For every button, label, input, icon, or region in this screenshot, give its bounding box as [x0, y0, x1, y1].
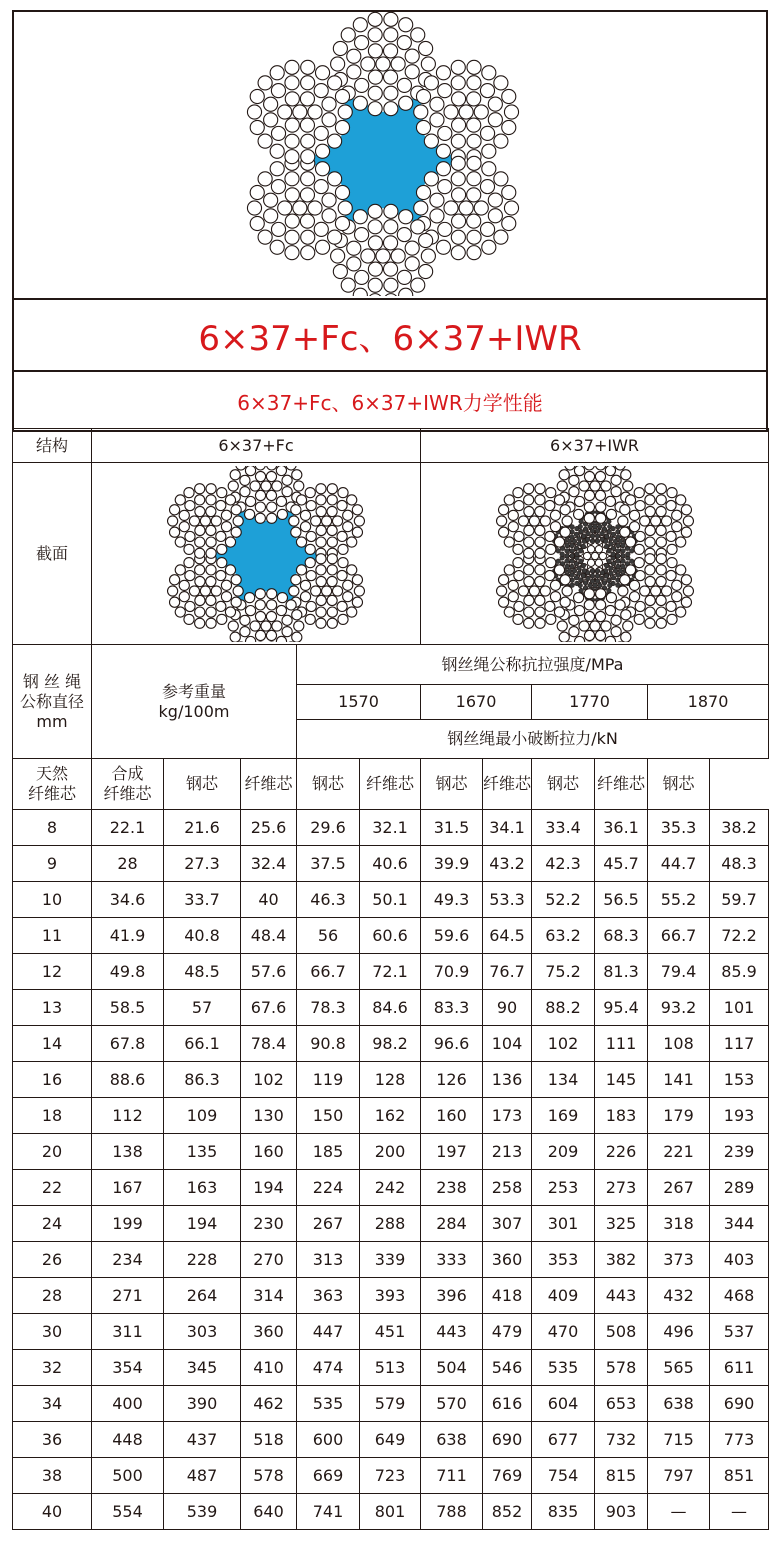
value-cell: 169: [532, 1098, 595, 1134]
value-cell: 42.3: [532, 846, 595, 882]
value-cell: 86.3: [164, 1062, 241, 1098]
value-cell: 852: [483, 1494, 532, 1530]
value-cell: 126: [421, 1062, 483, 1098]
value-cell: 303: [164, 1314, 241, 1350]
value-cell: 711: [421, 1458, 483, 1494]
value-cell: 84.6: [360, 990, 421, 1026]
value-cell: 72.2: [710, 918, 769, 954]
value-cell: 579: [360, 1386, 421, 1422]
value-cell: 141: [648, 1062, 710, 1098]
value-cell: 432: [648, 1278, 710, 1314]
value-cell: 409: [532, 1278, 595, 1314]
value-cell: 53.3: [483, 882, 532, 918]
table-row: [13, 1350, 769, 1386]
value-cell: —: [710, 1494, 769, 1530]
value-cell: 59.6: [421, 918, 483, 954]
table-row: [13, 918, 769, 954]
value-cell: 669: [297, 1458, 360, 1494]
value-cell: 611: [710, 1350, 769, 1386]
value-cell: 83.3: [421, 990, 483, 1026]
value-cell: 102: [241, 1062, 297, 1098]
value-cell: 37.5: [297, 846, 360, 882]
value-cell: 50.1: [360, 882, 421, 918]
value-cell: 63.2: [532, 918, 595, 954]
value-cell: 36.1: [595, 810, 648, 846]
value-cell: 22.1: [92, 810, 164, 846]
value-cell: 479: [483, 1314, 532, 1350]
value-cell: 167: [92, 1170, 164, 1206]
value-cell: 57.6: [241, 954, 297, 990]
table-row: [13, 846, 769, 882]
value-cell: 360: [241, 1314, 297, 1350]
strength-header: 钢丝绳公称抗拉强度/MPa: [297, 645, 769, 685]
value-cell: 403: [710, 1242, 769, 1278]
value-cell: 518: [241, 1422, 297, 1458]
value-cell: 194: [241, 1170, 297, 1206]
value-cell: 715: [648, 1422, 710, 1458]
value-cell: 339: [360, 1242, 421, 1278]
table-row: [13, 1134, 769, 1170]
value-cell: 537: [710, 1314, 769, 1350]
value-cell: 193: [710, 1098, 769, 1134]
value-cell: 470: [532, 1314, 595, 1350]
value-cell: 344: [710, 1206, 769, 1242]
grade-1670: 1670: [421, 685, 532, 720]
diameter-cell: 14: [13, 1026, 92, 1062]
value-cell: 353: [532, 1242, 595, 1278]
value-cell: 79.4: [648, 954, 710, 990]
value-cell: 851: [710, 1458, 769, 1494]
value-cell: 78.4: [241, 1026, 297, 1062]
value-cell: 40.8: [164, 918, 241, 954]
table-row: [13, 1098, 769, 1134]
value-cell: 138: [92, 1134, 164, 1170]
hero-panel: [14, 12, 766, 300]
value-cell: 732: [595, 1422, 648, 1458]
value-cell: 345: [164, 1350, 241, 1386]
value-cell: 903: [595, 1494, 648, 1530]
value-cell: 32.1: [360, 810, 421, 846]
value-cell: 88.2: [532, 990, 595, 1026]
value-cell: 690: [483, 1422, 532, 1458]
value-cell: 31.5: [421, 810, 483, 846]
table-row: [13, 990, 769, 1026]
value-cell: 313: [297, 1242, 360, 1278]
value-cell: 242: [360, 1170, 421, 1206]
value-cell: 638: [421, 1422, 483, 1458]
value-cell: 34.6: [92, 882, 164, 918]
value-cell: 93.2: [648, 990, 710, 1026]
value-cell: 32.4: [241, 846, 297, 882]
value-cell: 565: [648, 1350, 710, 1386]
value-cell: 373: [648, 1242, 710, 1278]
value-cell: 64.5: [483, 918, 532, 954]
value-cell: 109: [164, 1098, 241, 1134]
value-cell: 221: [648, 1134, 710, 1170]
value-cell: 288: [360, 1206, 421, 1242]
value-cell: 56: [297, 918, 360, 954]
value-cell: 135: [164, 1134, 241, 1170]
table-row: [13, 1206, 769, 1242]
value-cell: 46.3: [297, 882, 360, 918]
table-row: [13, 882, 769, 918]
value-cell: 66.1: [164, 1026, 241, 1062]
table-row: [13, 1062, 769, 1098]
value-cell: 41.9: [92, 918, 164, 954]
value-cell: 301: [532, 1206, 595, 1242]
value-cell: 448: [92, 1422, 164, 1458]
value-cell: 289: [710, 1170, 769, 1206]
grade-1570: 1570: [297, 685, 421, 720]
value-cell: 163: [164, 1170, 241, 1206]
value-cell: 230: [241, 1206, 297, 1242]
value-cell: 578: [595, 1350, 648, 1386]
table-row: [13, 1242, 769, 1278]
value-cell: 200: [360, 1134, 421, 1170]
value-cell: 504: [421, 1350, 483, 1386]
value-cell: 418: [483, 1278, 532, 1314]
value-cell: 270: [241, 1242, 297, 1278]
value-cell: 57: [164, 990, 241, 1026]
value-cell: 209: [532, 1134, 595, 1170]
value-cell: 443: [595, 1278, 648, 1314]
value-cell: 311: [92, 1314, 164, 1350]
grade-1870: 1870: [648, 685, 769, 720]
value-cell: 400: [92, 1386, 164, 1422]
value-cell: 55.2: [648, 882, 710, 918]
value-cell: 443: [421, 1314, 483, 1350]
value-cell: 447: [297, 1314, 360, 1350]
spec-table: [12, 428, 769, 1530]
structure-iwr: 6×37+IWR: [421, 429, 769, 463]
diameter-cell: 8: [13, 810, 92, 846]
value-cell: 354: [92, 1350, 164, 1386]
value-cell: 67.6: [241, 990, 297, 1026]
value-cell: 264: [164, 1278, 241, 1314]
diameter-cell: 11: [13, 918, 92, 954]
value-cell: 70.9: [421, 954, 483, 990]
value-cell: 496: [648, 1314, 710, 1350]
value-cell: 44.7: [648, 846, 710, 882]
diameter-cell: 36: [13, 1422, 92, 1458]
value-cell: 25.6: [241, 810, 297, 846]
value-cell: 616: [483, 1386, 532, 1422]
value-cell: 474: [297, 1350, 360, 1386]
table-row: [13, 1278, 769, 1314]
value-cell: 539: [164, 1494, 241, 1530]
value-cell: 38.2: [710, 810, 769, 846]
grade-1770: 1770: [532, 685, 648, 720]
value-cell: 741: [297, 1494, 360, 1530]
fiber-core-header: 纤维芯: [241, 759, 297, 810]
table-row: [13, 1026, 769, 1062]
section-fc-cell: [92, 463, 421, 645]
table-row: [13, 1494, 769, 1530]
value-cell: 271: [92, 1278, 164, 1314]
diameter-cell: 40: [13, 1494, 92, 1530]
value-cell: 39.9: [421, 846, 483, 882]
value-cell: 723: [360, 1458, 421, 1494]
value-cell: 487: [164, 1458, 241, 1494]
value-cell: 108: [648, 1026, 710, 1062]
value-cell: 513: [360, 1350, 421, 1386]
value-cell: 136: [483, 1062, 532, 1098]
diameter-cell: 26: [13, 1242, 92, 1278]
value-cell: 119: [297, 1062, 360, 1098]
value-cell: 640: [241, 1494, 297, 1530]
fiber-core-header: 纤维芯: [595, 759, 648, 810]
diameter-cell: 38: [13, 1458, 92, 1494]
value-cell: 56.5: [595, 882, 648, 918]
value-cell: 390: [164, 1386, 241, 1422]
value-cell: 48.3: [710, 846, 769, 882]
value-cell: 382: [595, 1242, 648, 1278]
value-cell: 67.8: [92, 1026, 164, 1062]
value-cell: 153: [710, 1062, 769, 1098]
value-cell: 462: [241, 1386, 297, 1422]
value-cell: 690: [710, 1386, 769, 1422]
fiber-core-header: 纤维芯: [360, 759, 421, 810]
section-iwr-cell: [421, 463, 769, 645]
value-cell: 179: [648, 1098, 710, 1134]
value-cell: 314: [241, 1278, 297, 1314]
value-cell: 58.5: [92, 990, 164, 1026]
value-cell: 49.8: [92, 954, 164, 990]
synthetic-fiber-header: 合成 纤维芯: [92, 759, 164, 810]
diameter-cell: 28: [13, 1278, 92, 1314]
value-cell: 128: [360, 1062, 421, 1098]
diameter-cell: 24: [13, 1206, 92, 1242]
value-cell: 130: [241, 1098, 297, 1134]
value-cell: 801: [360, 1494, 421, 1530]
value-cell: 160: [421, 1098, 483, 1134]
value-cell: 145: [595, 1062, 648, 1098]
diameter-cell: 20: [13, 1134, 92, 1170]
value-cell: 111: [595, 1026, 648, 1062]
header-frame: [12, 10, 768, 432]
value-cell: 60.6: [360, 918, 421, 954]
value-cell: 226: [595, 1134, 648, 1170]
structure-label: 结构: [13, 429, 92, 463]
value-cell: 72.1: [360, 954, 421, 990]
diameter-cell: 30: [13, 1314, 92, 1350]
diameter-cell: 12: [13, 954, 92, 990]
value-cell: 600: [297, 1422, 360, 1458]
value-cell: 173: [483, 1098, 532, 1134]
value-cell: 570: [421, 1386, 483, 1422]
diameter-cell: 32: [13, 1350, 92, 1386]
value-cell: 508: [595, 1314, 648, 1350]
value-cell: 90: [483, 990, 532, 1026]
value-cell: 66.7: [297, 954, 360, 990]
rope-diagram-fc-large: [247, 12, 518, 296]
value-cell: 535: [532, 1350, 595, 1386]
value-cell: 410: [241, 1350, 297, 1386]
value-cell: 500: [92, 1458, 164, 1494]
table-row: [13, 810, 769, 846]
value-cell: 75.2: [532, 954, 595, 990]
value-cell: 546: [483, 1350, 532, 1386]
value-cell: 49.3: [421, 882, 483, 918]
value-cell: 318: [648, 1206, 710, 1242]
value-cell: 653: [595, 1386, 648, 1422]
value-cell: 183: [595, 1098, 648, 1134]
value-cell: 267: [648, 1170, 710, 1206]
value-cell: 81.3: [595, 954, 648, 990]
table-row: [13, 1422, 769, 1458]
page-subtitle: 6×37+Fc、6×37+IWR力学性能: [237, 390, 543, 415]
value-cell: 66.7: [648, 918, 710, 954]
steel-core-header: 钢芯: [164, 759, 241, 810]
steel-core-header: 钢芯: [297, 759, 360, 810]
value-cell: 638: [648, 1386, 710, 1422]
value-cell: 649: [360, 1422, 421, 1458]
structure-fc: 6×37+Fc: [92, 429, 421, 463]
value-cell: 797: [648, 1458, 710, 1494]
value-cell: 437: [164, 1422, 241, 1458]
value-cell: 101: [710, 990, 769, 1026]
table-row: [13, 954, 769, 990]
value-cell: 160: [241, 1134, 297, 1170]
diameter-cell: 18: [13, 1098, 92, 1134]
value-cell: 258: [483, 1170, 532, 1206]
breaking-header: 钢丝绳最小破断拉力/kN: [297, 720, 769, 759]
value-cell: 451: [360, 1314, 421, 1350]
value-cell: 112: [92, 1098, 164, 1134]
value-cell: 33.7: [164, 882, 241, 918]
value-cell: 273: [595, 1170, 648, 1206]
value-cell: 393: [360, 1278, 421, 1314]
value-cell: 90.8: [297, 1026, 360, 1062]
value-cell: 85.9: [710, 954, 769, 990]
value-cell: 162: [360, 1098, 421, 1134]
steel-core-header: 钢芯: [421, 759, 483, 810]
value-cell: 253: [532, 1170, 595, 1206]
section-label: 截面: [13, 463, 92, 645]
value-cell: 835: [532, 1494, 595, 1530]
value-cell: 333: [421, 1242, 483, 1278]
rope-diagram-fc: [96, 466, 416, 642]
value-cell: 234: [92, 1242, 164, 1278]
rope-cross-section-large: [14, 12, 766, 296]
value-cell: 33.4: [532, 810, 595, 846]
value-cell: —: [648, 1494, 710, 1530]
value-cell: 96.6: [421, 1026, 483, 1062]
value-cell: 197: [421, 1134, 483, 1170]
value-cell: 307: [483, 1206, 532, 1242]
steel-core-header: 钢芯: [648, 759, 710, 810]
page-title: 6×37+Fc、6×37+IWR: [14, 300, 766, 372]
value-cell: 267: [297, 1206, 360, 1242]
value-cell: 554: [92, 1494, 164, 1530]
diameter-cell: 10: [13, 882, 92, 918]
value-cell: 815: [595, 1458, 648, 1494]
value-cell: 59.7: [710, 882, 769, 918]
value-cell: 677: [532, 1422, 595, 1458]
value-cell: 98.2: [360, 1026, 421, 1062]
weight-header: 参考重量 kg/100m: [92, 645, 297, 759]
value-cell: 95.4: [595, 990, 648, 1026]
diameter-cell: 22: [13, 1170, 92, 1206]
value-cell: 43.2: [483, 846, 532, 882]
table-row: [13, 1314, 769, 1350]
value-cell: 224: [297, 1170, 360, 1206]
diameter-cell: 34: [13, 1386, 92, 1422]
diameter-cell: 13: [13, 990, 92, 1026]
value-cell: 325: [595, 1206, 648, 1242]
value-cell: 40: [241, 882, 297, 918]
value-cell: 27.3: [164, 846, 241, 882]
value-cell: 34.1: [483, 810, 532, 846]
value-cell: 535: [297, 1386, 360, 1422]
rope-diagram-iwr: [425, 466, 765, 642]
value-cell: 788: [421, 1494, 483, 1530]
value-cell: 238: [421, 1170, 483, 1206]
natural-fiber-header: 天然 纤维芯: [13, 759, 92, 810]
value-cell: 104: [483, 1026, 532, 1062]
value-cell: 48.4: [241, 918, 297, 954]
value-cell: 40.6: [360, 846, 421, 882]
value-cell: 754: [532, 1458, 595, 1494]
table-row: [13, 1458, 769, 1494]
value-cell: 228: [164, 1242, 241, 1278]
value-cell: 117: [710, 1026, 769, 1062]
value-cell: 396: [421, 1278, 483, 1314]
value-cell: 29.6: [297, 810, 360, 846]
value-cell: 769: [483, 1458, 532, 1494]
value-cell: 578: [241, 1458, 297, 1494]
value-cell: 604: [532, 1386, 595, 1422]
value-cell: 284: [421, 1206, 483, 1242]
value-cell: 68.3: [595, 918, 648, 954]
value-cell: 199: [92, 1206, 164, 1242]
value-cell: 88.6: [92, 1062, 164, 1098]
diameter-cell: 16: [13, 1062, 92, 1098]
value-cell: 468: [710, 1278, 769, 1314]
value-cell: 35.3: [648, 810, 710, 846]
value-cell: 28: [92, 846, 164, 882]
value-cell: 48.5: [164, 954, 241, 990]
value-cell: 52.2: [532, 882, 595, 918]
value-cell: 45.7: [595, 846, 648, 882]
steel-core-header: 钢芯: [532, 759, 595, 810]
value-cell: 78.3: [297, 990, 360, 1026]
value-cell: 213: [483, 1134, 532, 1170]
diameter-header: 钢 丝 绳 公称直径 mm: [13, 645, 92, 759]
value-cell: 194: [164, 1206, 241, 1242]
value-cell: 21.6: [164, 810, 241, 846]
value-cell: 360: [483, 1242, 532, 1278]
value-cell: 239: [710, 1134, 769, 1170]
value-cell: 102: [532, 1026, 595, 1062]
value-cell: 773: [710, 1422, 769, 1458]
value-cell: 150: [297, 1098, 360, 1134]
fiber-core-header: 纤维芯: [483, 759, 532, 810]
table-row: [13, 1170, 769, 1206]
value-cell: 76.7: [483, 954, 532, 990]
diameter-cell: 9: [13, 846, 92, 882]
value-cell: 185: [297, 1134, 360, 1170]
value-cell: 134: [532, 1062, 595, 1098]
table-row: [13, 1386, 769, 1422]
value-cell: 363: [297, 1278, 360, 1314]
